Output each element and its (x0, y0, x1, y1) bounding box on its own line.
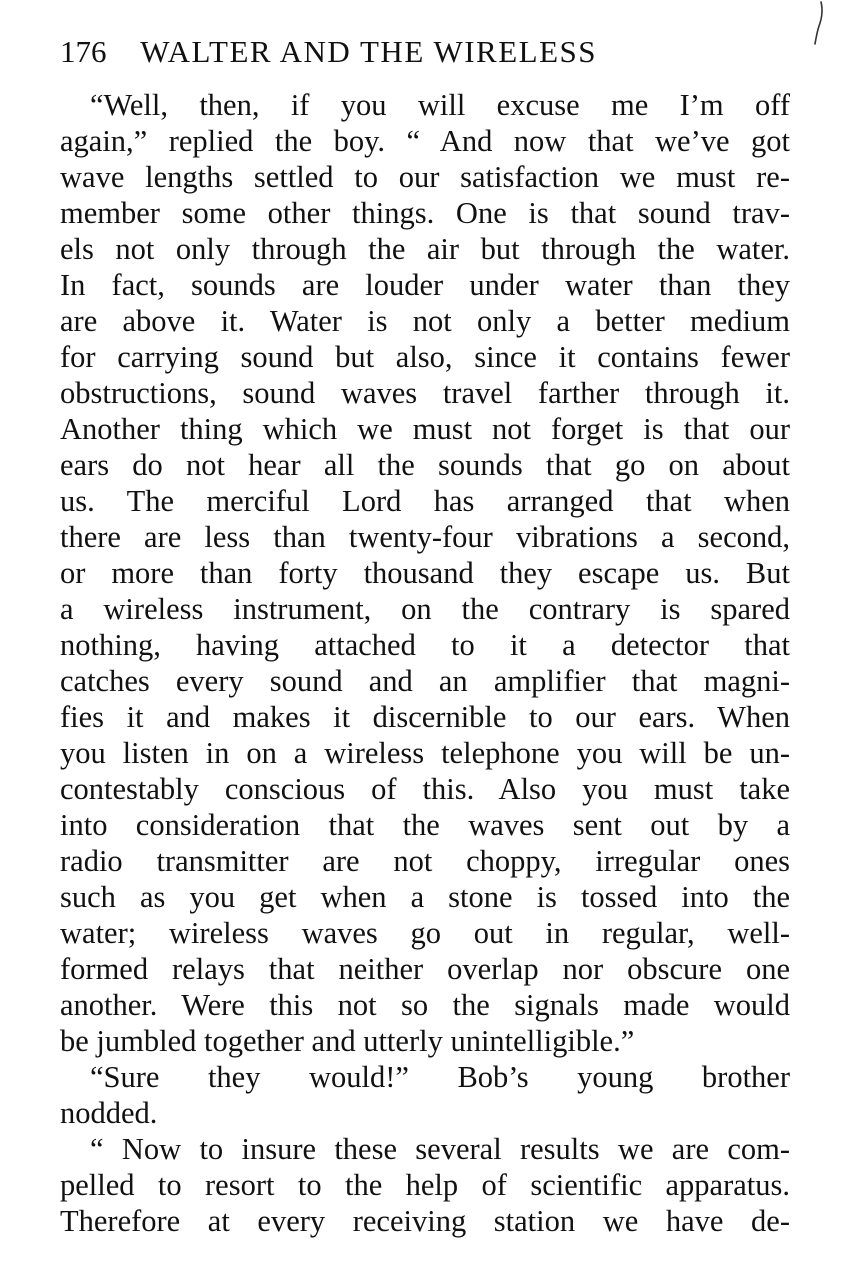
text-line: nothing, having attached to it a detector that (60, 628, 790, 662)
text-line: you listen in on a wireless telephone you will be un- (60, 736, 790, 770)
text-line: Therefore at every receiving station we have de- (60, 1204, 790, 1238)
text-line: again,” replied the boy. “ And now that we’ve got (60, 124, 790, 158)
text-line: be jumbled together and utterly unintelligible.” (60, 1024, 635, 1058)
text-line: member some other things. One is that sound trav- (60, 196, 790, 230)
running-title: WALTER AND THE WIRELESS (140, 34, 597, 69)
text-line: “Well, then, if you will excuse me I’m off (90, 88, 790, 122)
text-line: us. The merciful Lord has arranged that when (60, 484, 790, 518)
text-line: water; wireless waves go out in regular, well- (60, 916, 790, 950)
text-line: formed relays that neither overlap nor obscure one (60, 952, 790, 986)
text-line: or more than forty thousand they escape us. But (60, 556, 790, 590)
text-line: fies it and makes it discernible to our ears. When (60, 700, 790, 734)
text-line: els not only through the air but through the water. (60, 232, 790, 266)
text-line: ears do not hear all the sounds that go on about (60, 448, 790, 482)
text-line: into consideration that the waves sent out by a (60, 808, 790, 842)
text-line: pelled to resort to the help of scientific apparatus. (60, 1168, 790, 1202)
text-line: In fact, sounds are louder under water than they (60, 268, 790, 302)
text-line: contestably conscious of this. Also you must take (60, 772, 790, 806)
text-line: such as you get when a stone is tossed into the (60, 880, 790, 914)
body-text (60, 87, 790, 1239)
text-line: for carrying sound but also, since it contains fewer (60, 340, 790, 374)
text-line: there are less than twenty-four vibrations a second, (60, 520, 790, 554)
text-line: radio transmitter are not choppy, irregular ones (60, 844, 790, 878)
text-line: catches every sound and an amplifier that magni- (60, 664, 790, 698)
margin-pencil-mark (808, 0, 828, 48)
text-line: a wireless instrument, on the contrary is spared (60, 592, 790, 626)
page-number: 176 (60, 34, 107, 69)
text-line: Another thing which we must not forget is that our (60, 412, 790, 446)
running-head (60, 30, 800, 74)
text-line: another. Were this not so the signals made would (60, 988, 790, 1022)
text-line: are above it. Water is not only a better medium (60, 304, 790, 338)
text-line: “Sure they would!” Bob’s young brother (90, 1060, 790, 1094)
text-line: obstructions, sound waves travel farther through it. (60, 376, 790, 410)
text-line: nodded. (60, 1096, 158, 1130)
text-line: wave lengths settled to our satisfaction we must re- (60, 160, 790, 194)
text-line: “ Now to insure these several results we are com- (90, 1132, 790, 1166)
